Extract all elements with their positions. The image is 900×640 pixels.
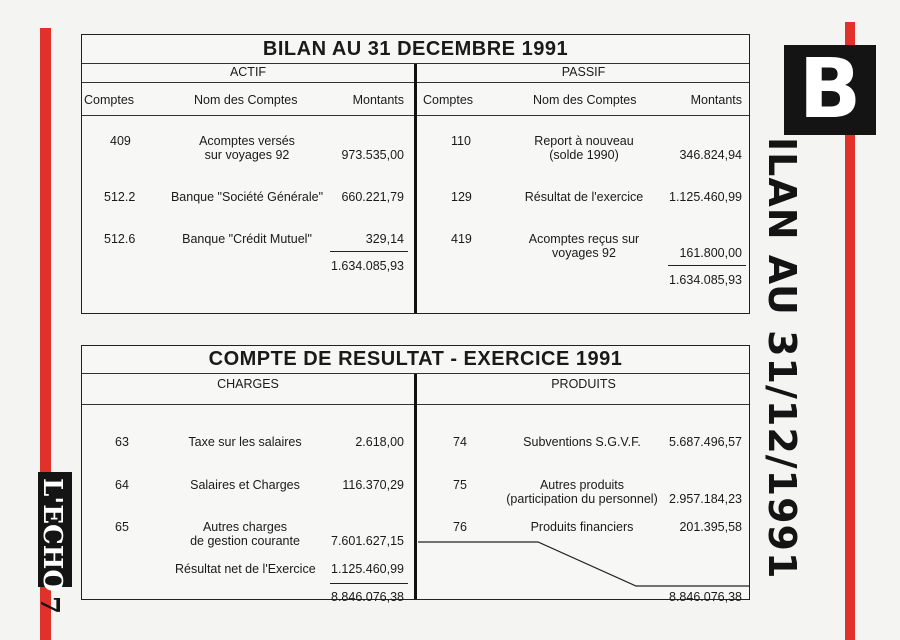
amount: 116.370,29 [342,478,404,492]
header-comptes: Comptes [84,93,135,107]
account-name: Acomptes versés [199,134,295,148]
filler-line [418,536,749,596]
produits-header: PRODUITS [551,377,616,391]
total-amount: 1.634.085,93 [331,259,404,273]
account-number: 65 [115,520,129,534]
header-nom: Nom des Comptes [194,93,298,107]
resultat-title: COMPTE DE RESULTAT - EXERCICE 1991 [208,348,623,370]
sum-line [668,265,746,266]
brand-tab [34,472,72,632]
amount: 329,14 [365,232,404,246]
divider [82,115,414,116]
account-name: Taxe sur les salaires [188,435,302,449]
vertical-title [760,137,828,580]
account-number: 76 [453,520,467,534]
amount: 5.687.496,57 [669,435,742,449]
account-number: 409 [110,134,131,148]
amount: 1.125.460,99 [669,190,742,204]
resultat-net-amount: 1.125.460,99 [331,562,404,576]
amount: 2.957.184,23 [669,492,742,506]
account-name: Résultat de l'exercice [524,190,644,204]
account-name: Banque "Crédit Mutuel" [182,232,312,246]
amount: 2.618,00 [355,435,404,449]
account-name: Autres charges [202,520,288,534]
account-name: Acomptes reçus sur [528,232,640,246]
sum-line [330,583,408,584]
page-number [34,594,72,630]
account-number: 110 [451,134,471,148]
column-separator [414,64,417,313]
account-number: 512.2 [104,190,136,204]
amount: 7.601.627,15 [331,534,404,548]
account-name: (solde 1990) [549,148,619,162]
account-name: voyages 92 [552,246,616,260]
side-title [760,42,878,605]
account-name: Subventions S.G.V.F. [523,435,641,449]
account-name: Autres produits [539,478,625,492]
amount: 161.800,00 [679,246,742,260]
vertical-title-text: ILAN AU 31/12/1991 [760,137,804,580]
amount: 201.395,58 [679,520,742,534]
header-montants: Montants [352,93,404,107]
bilan-title: BILAN AU 31 DECEMBRE 1991 [262,38,569,60]
brand-logo [37,472,72,592]
column-separator [414,374,417,599]
bilan-table [81,34,750,314]
account-number: 129 [451,190,472,204]
amount: 660.221,79 [341,190,404,204]
account-name: Salaires et Charges [190,478,300,492]
header-comptes: Comptes [423,93,474,107]
resultat-net-label: Résultat net de l'Exercice [175,562,316,576]
account-number: 75 [453,478,467,492]
actif-header: ACTIF [229,65,267,79]
account-number: 512.6 [104,232,136,246]
big-initial-letter: B [784,45,876,135]
account-name: Report à nouveau [534,134,634,148]
account-name: Banque "Société Générale" [170,190,324,204]
account-name: sur voyages 92 [204,148,290,162]
account-number: 63 [115,435,129,449]
account-number: 419 [451,232,472,246]
account-name: (participation du personnel) [506,492,658,506]
amount: 346.824,94 [679,148,742,162]
resultat-table [81,345,750,604]
divider [417,115,749,116]
amount: 973.535,00 [341,148,404,162]
account-name: de gestion courante [190,534,300,548]
account-name: Produits financiers [530,520,634,534]
total-amount: 8.846.076,38 [669,590,742,604]
header-nom: Nom des Comptes [533,93,637,107]
brand-name: L'ECHO [37,478,67,592]
charges-header: CHARGES [217,377,279,391]
passif-header: PASSIF [561,65,606,79]
account-number: 74 [453,435,467,449]
account-number: 64 [115,478,129,492]
page-number-text: 7 [34,596,64,615]
sum-line [330,251,408,252]
total-amount: 8.846.076,38 [331,590,404,604]
header-montants: Montants [690,93,742,107]
total-amount: 1.634.085,93 [669,273,742,287]
